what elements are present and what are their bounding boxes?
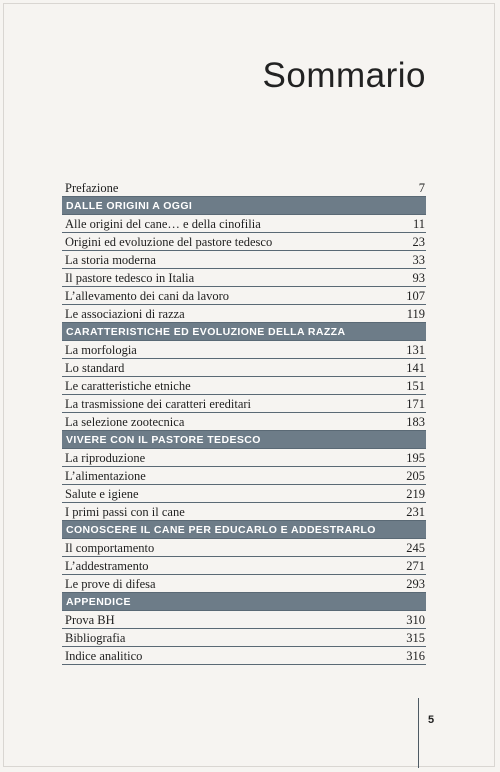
toc-entry-title: Prefazione (65, 181, 119, 195)
toc-entry-page: 11 (412, 217, 425, 231)
toc-entry-page: 107 (406, 289, 425, 303)
page-title: Sommario (262, 56, 426, 95)
toc-entry-title: Il pastore tedesco in Italia (65, 271, 195, 285)
toc-entry[interactable] (62, 539, 426, 557)
toc-entry[interactable] (62, 395, 426, 413)
toc-entry-title: Le caratteristiche etniche (65, 379, 191, 393)
toc-entry[interactable] (62, 557, 426, 575)
toc-entry-page: 141 (406, 361, 425, 375)
toc-entry[interactable] (62, 341, 426, 359)
toc-entry-title: L’allevamento dei cani da lavoro (65, 289, 230, 303)
toc-entry[interactable] (62, 269, 426, 287)
toc-entry[interactable] (62, 359, 426, 377)
toc-entry-title: Le prove di difesa (65, 577, 156, 591)
toc-entry[interactable] (62, 611, 426, 629)
toc-entry[interactable] (62, 485, 426, 503)
toc-entry-page: 316 (406, 649, 425, 663)
page-number: 5 (428, 714, 435, 726)
toc-entry[interactable] (62, 287, 426, 305)
page-number-rule (418, 698, 419, 768)
toc-entry-title: Lo standard (65, 361, 125, 375)
toc-entry[interactable] (62, 215, 426, 233)
toc-entry[interactable] (62, 413, 426, 431)
toc-entry[interactable] (62, 449, 426, 467)
toc-entry-title: I primi passi con il cane (65, 505, 185, 519)
toc-entry[interactable] (62, 305, 426, 323)
section-heading: APPENDICE (62, 593, 426, 611)
toc-entry-title: La storia moderna (65, 253, 156, 267)
toc-entry-page: 271 (406, 559, 425, 573)
toc-entry-page: 195 (406, 451, 425, 465)
toc-entry-page: 205 (406, 469, 425, 483)
toc-entry-page: 119 (406, 307, 425, 321)
section-heading: VIVERE CON IL PASTORE TEDESCO (62, 431, 426, 449)
toc-entry-title: Bibliografia (65, 631, 126, 645)
toc-entry-page: 151 (406, 379, 425, 393)
toc-entry-title: La riproduzione (65, 451, 146, 465)
toc-entry-page: 7 (418, 181, 425, 195)
toc-entry-title: L’addestramento (65, 559, 149, 573)
section-heading: CONOSCERE IL CANE PER EDUCARLO E ADDESTRARLO (62, 521, 426, 539)
section-heading: CARATTERISTICHE ED EVOLUZIONE DELLA RAZZA (62, 323, 426, 341)
toc-entry-title: Origini ed evoluzione del pastore tedesco (65, 235, 273, 249)
toc-entry[interactable] (62, 377, 426, 395)
toc-entry[interactable] (62, 467, 426, 485)
toc-entry-title: La morfologia (65, 343, 137, 357)
toc-entry-title: Alle origini del cane… e della cinofilia (65, 217, 261, 231)
section-heading: DALLE ORIGINI A OGGI (62, 197, 426, 215)
toc-entry[interactable] (62, 179, 426, 197)
toc-entry-title: Il comportamento (65, 541, 155, 555)
toc-entry-page: 93 (412, 271, 425, 285)
toc-entry[interactable] (62, 251, 426, 269)
toc-entry-page: 315 (406, 631, 425, 645)
toc-entry-title: Le associazioni di razza (65, 307, 185, 321)
toc-entry-page: 219 (406, 487, 425, 501)
toc-entry-title: L’alimentazione (65, 469, 146, 483)
toc-entry-page: 23 (412, 235, 425, 249)
toc-entry[interactable] (62, 503, 426, 521)
toc-entry-page: 310 (406, 613, 425, 627)
toc-entry-page: 231 (406, 505, 425, 519)
toc-entry-page: 131 (406, 343, 425, 357)
toc-entry-title: Salute e igiene (65, 487, 139, 501)
toc-entry-page: 293 (406, 577, 425, 591)
toc-entry[interactable] (62, 233, 426, 251)
toc-entry-title: La trasmissione dei caratteri ereditari (65, 397, 252, 411)
toc-entry-page: 33 (412, 253, 425, 267)
toc-entry-title: La selezione zootecnica (65, 415, 185, 429)
toc-entry[interactable] (62, 647, 426, 665)
toc-entry[interactable] (62, 629, 426, 647)
toc-entry[interactable] (62, 575, 426, 593)
toc-entry-page: 245 (406, 541, 425, 555)
toc-entry-title: Prova BH (65, 613, 115, 627)
toc-entry-page: 183 (406, 415, 425, 429)
toc-entry-page: 171 (406, 397, 425, 411)
table-of-contents (62, 179, 426, 665)
toc-entry-title: Indice analitico (65, 649, 143, 663)
